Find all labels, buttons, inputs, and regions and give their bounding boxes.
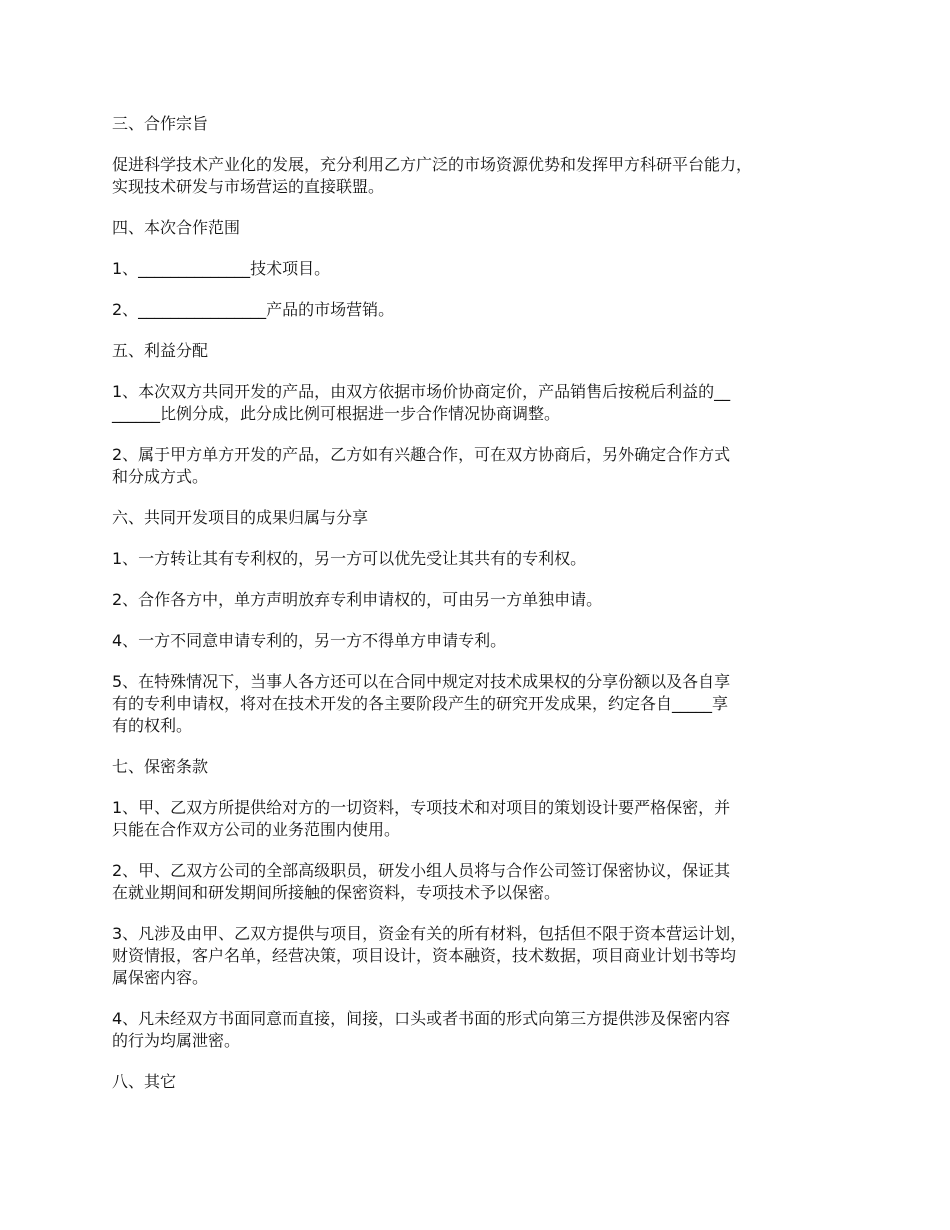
clause-7-3: 3、凡涉及由甲、乙双方提供与项目，资金有关的所有材料，包括但不限于资本营运计划， 财资情报，客户名单，经营决策，项目设计，资本融资，技术数据，项目商业计划书等均 属保密内容。: [112, 924, 747, 987]
clause-6-2: 2、合作各方中，单方声明放弃专利申请权的，可由另一方单独申请。: [112, 590, 603, 609]
clause-5-1: 1、本次双方共同开发的产品，由双方依据市场价协商定价，产品销售后按税后利益的__ ______比例分成，此分成比例可根据进一步合作情况协商调整。: [112, 382, 731, 423]
clause-6-4: 4、一方不同意申请专利的，另一方不得单方申请专利。: [112, 631, 507, 650]
clause-6-1: 1、一方转让其有专利权的，另一方可以优先受让其共有的专利权。: [112, 549, 587, 568]
document-body: [112, 113, 840, 1093]
clause-7-4: 4、凡未经双方书面同意而直接，间接，口头或者书面的形式向第三方提供涉及保密内容 的行为均属泄密。: [112, 1009, 731, 1050]
clause-7-2: 2、甲、乙双方公司的全部高级职员，研发小组人员将与合作公司签订保密协议，保证其 在就业期间和研发期间所接触的保密资料，专项技术予以保密。: [112, 861, 731, 902]
section-heading-6: 六、共同开发项目的成果归属与分享: [112, 508, 369, 527]
section-heading-7: 七、保密条款: [112, 757, 209, 776]
section-heading-4: 四、本次合作范围: [112, 218, 241, 237]
section-heading-5: 五、利益分配: [112, 341, 209, 360]
section-heading-3: 三、合作宗旨: [112, 114, 209, 133]
clause-5-2: 2、属于甲方单方开发的产品，乙方如有兴趣合作，可在双方协商后，另外确定合作方式 和分成方式。: [112, 445, 731, 486]
clause-4-2: 2、________________产品的市场营销。: [112, 300, 395, 319]
section-heading-8: 八、其它: [112, 1072, 177, 1091]
clause-4-1: 1、______________技术项目。: [112, 259, 331, 278]
clause-6-5: 5、在特殊情况下，当事人各方还可以在合同中规定对技术成果权的分享份额以及各自享 有的专利申请权，将对在技术开发的各主要阶段产生的研究开发成果，约定各自_____享 有的权利。: [112, 672, 731, 735]
clause-7-1: 1、甲、乙双方所提供给对方的一切资料，专项技术和对项目的策划设计要严格保密，并 只能在合作双方公司的业务范围内使用。: [112, 798, 731, 839]
paragraph-3: 促进科学技术产业化的发展，充分利用乙方广泛的市场资源优势和发挥甲方科研平台能力， 实现技术研发与市场营运的直接联盟。: [112, 155, 753, 196]
